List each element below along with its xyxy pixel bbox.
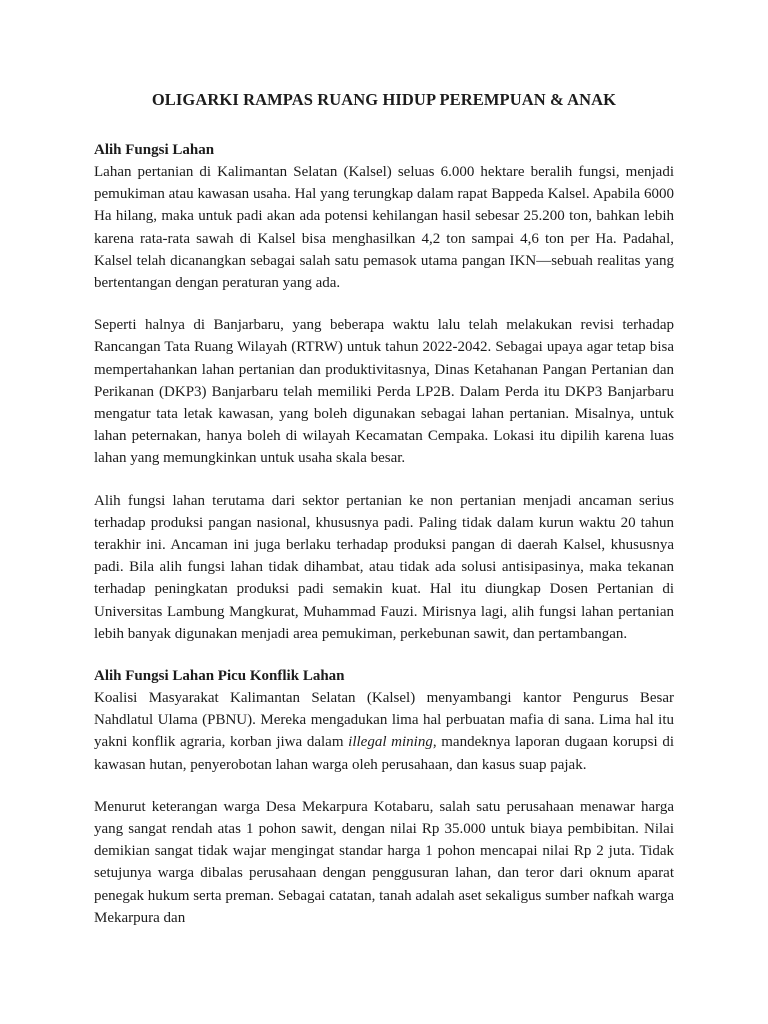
paragraph xyxy=(94,687,674,776)
paragraph-text: Koalisi Masyarakat Kalimantan Selatan (Kalsel) menyambangi kantor Pengurus Besar Nahdlatul Ulama (PBNU). Mereka mengadukan lima hal perbuatan mafia di sana. Lima hal itu yakni konflik agraria, korban jiwa dalam xyxy=(94,690,674,751)
section-heading: Alih Fungsi Lahan Picu Konflik Lahan xyxy=(94,668,345,685)
paragraph-text: , mandeknya laporan dugaan korupsi di kawasan hutan, penyerobotan lahan warga oleh perusahaan, dan kasus suap pajak. xyxy=(94,734,674,773)
paragraph: Menurut keterangan warga Desa Mekarpura Kotabaru, salah satu perusahaan menawar harga yang sangat rendah atas 1 pohon sawit, dengan nilai Rp 35.000 untuk biaya pembibitan. Nilai demikian sangat tidak wajar mengingat standar harga 1 pohon mencapai nilai Rp 2 juta. Tidak setujunya warga dibalas perusahaan dengan penggusuran lahan, dan teror dari oknum aparat penegak hukum serta preman. Sebagai catatan, tanah adalah aset sekaligus sumber nafkah warga Mekarpura dan xyxy=(94,798,674,926)
paragraph: Lahan pertanian di Kalimantan Selatan (Kalsel) seluas 6.000 hektare beralih fungsi, menjadi pemukiman atau kawasan usaha. Hal yang terungkap dalam rapat Bappeda Kalsel. Apabila 6000 Ha hilang, maka untuk padi akan ada potensi kehilangan hasil sebesar 25.200 ton, bahkan lebih karena rata-rata sawah di Kalsel bisa menghasilkan 4,2 ton sampai 4,6 ton per Ha. Padahal, Kalsel telah dicanangkan sebagai salah satu pemasok utama pangan IKN—sebuah realitas yang bertentangan dengan peraturan yang ada. xyxy=(94,164,674,292)
section-alih-fungsi-lahan xyxy=(94,139,674,645)
section-heading: Alih Fungsi Lahan xyxy=(94,142,215,158)
document-title: OLIGARKI RAMPAS RUANG HIDUP PEREMPUAN & ANAK xyxy=(151,90,617,109)
paragraph: Seperti halnya di Banjarbaru, yang beberapa waktu lalu telah melakukan revisi terhadap Rancangan Tata Ruang Wilayah (RTRW) untuk tahun 2022-2042. Sebagai upaya agar tetap bisa mempertahankan lahan pertanian dan produktivitasnya, Dinas Ketahanan Pangan Pertanian dan Perikanan (DKP3) Banjarbaru telah memiliki Perda LP2B. Dalam Perda itu DKP3 Banjarbaru mengatur tata letak kawasan, yang boleh digunakan sebagai lahan pertanian. Misalnya, untuk lahan peternakan, hanya boleh di wilayah Kecamatan Cempaka. Lokasi itu dipilih karena luas lahan yang memungkinkan untuk usaha skala besar. xyxy=(94,317,674,467)
document-page xyxy=(94,86,674,929)
italic-term: illegal mining xyxy=(348,734,433,751)
paragraph: Alih fungsi lahan terutama dari sektor pertanian ke non pertanian menjadi ancaman serius terhadap produksi pangan nasional, khususnya padi. Paling tidak dalam kurun waktu 20 tahun terakhir ini. Ancaman ini juga berlaku terhadap produksi pangan di daerah Kalsel, khususnya padi. Bila alih fungsi lahan tidak dihambat, atau tidak ada solusi antisipasinya, maka tekanan terhadap peningkatan produksi padi semakin kuat. Hal itu diungkap Dosen Pertanian di Universitas Lambung Mangkurat, Muhammad Fauzi. Mirisnya lagi, alih fungsi lahan pertanian lebih banyak digunakan menjadi area pemukiman, perkebunan sawit, dan pertambangan. xyxy=(94,492,674,642)
section-konflik-lahan xyxy=(94,665,674,929)
